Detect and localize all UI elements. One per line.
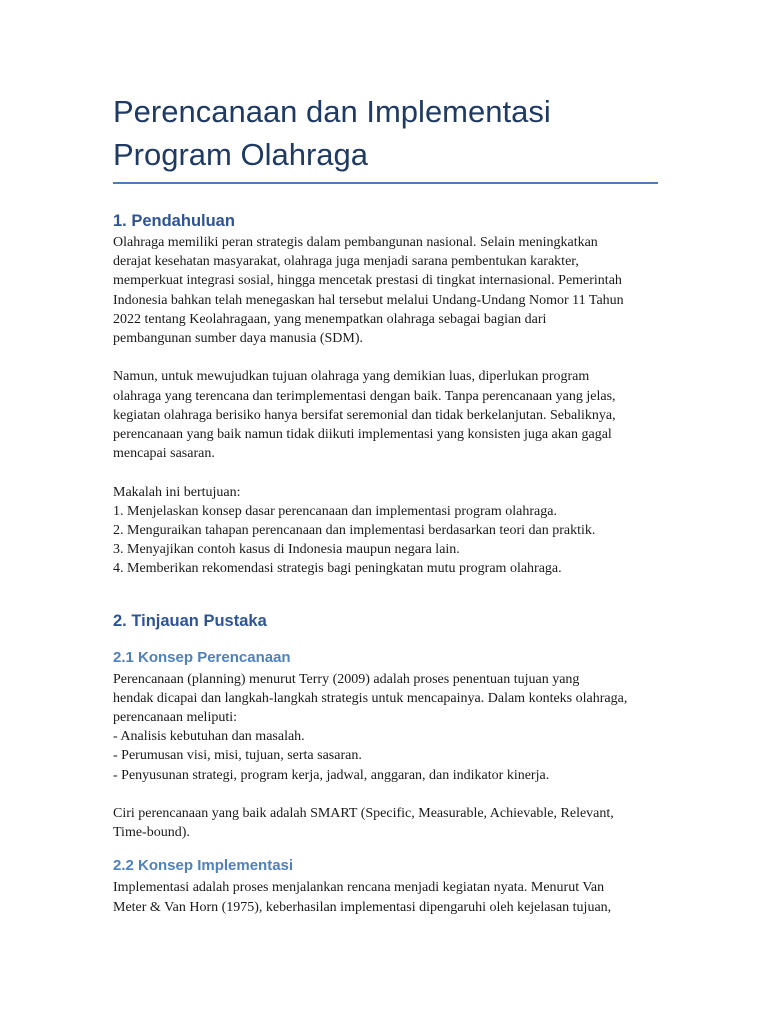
- text-line: Implementasi adalah proses menjalankan rencana menjadi kegiatan nyata. Menurut Van: [113, 880, 605, 896]
- section-heading-tinjauan-pustaka: 2. Tinjauan Pustaka: [113, 611, 267, 630]
- text-line: olahraga yang terencana dan terimplementasi dengan baik. Tanpa perencanaan yang jelas,: [113, 388, 616, 404]
- objectives-list: [113, 483, 658, 579]
- subsection-heading-konsep-perencanaan: 2.1 Konsep Perencanaan: [113, 648, 291, 666]
- title-line: Perencanaan dan Implementasi: [113, 94, 551, 129]
- text-line: mencapai sasaran.: [113, 446, 215, 462]
- document-title: [113, 90, 658, 176]
- paragraph-spacer: [113, 348, 658, 367]
- list-item: 1. Menjelaskan konsep dasar perencanaan dan implementasi program olahraga.: [113, 503, 557, 519]
- text-line: Meter & Van Horn (1975), keberhasilan implementasi dipengaruhi oleh kejelasan tujuan,: [113, 899, 612, 915]
- title-line: Program Olahraga: [113, 137, 369, 172]
- text-line: hendak dicapai dan langkah-langkah strategis untuk mencapainya. Dalam konteks olahraga,: [113, 690, 628, 706]
- list-item: 3. Menyajikan contoh kasus di Indonesia maupun negara lain.: [113, 542, 460, 558]
- paragraph-spacer: [113, 785, 658, 804]
- text-line: Ciri perencanaan yang baik adalah SMART (Specific, Measurable, Achievable, Relevant,: [113, 806, 614, 822]
- text-line: Indonesia bahkan telah menegaskan hal tersebut melalui Undang-Undang Nomor 11 Tahun: [113, 292, 624, 308]
- list-item: - Penyusunan strategi, program kerja, jadwal, anggaran, dan indikator kinerja.: [113, 767, 550, 783]
- paragraph-spacer: [113, 463, 658, 482]
- text-line: perencanaan meliputi:: [113, 710, 237, 726]
- paragraph: [113, 367, 658, 463]
- text-line: memperkuat integrasi sosial, hingga mencetak prestasi di tingkat internasional. Pemerintah: [113, 273, 622, 289]
- text-line: perencanaan yang baik namun tidak diikuti implementasi yang konsisten juga akan gagal: [113, 427, 612, 443]
- text-line: kegiatan olahraga berisiko hanya bersifat seremonial dan tidak berkelanjutan. Sebaliknya,: [113, 407, 616, 423]
- paragraph: [113, 804, 658, 842]
- list-item: - Analisis kebutuhan dan masalah.: [113, 729, 305, 745]
- text-line: Olahraga memiliki peran strategis dalam pembangunan nasional. Selain meningkatkan: [113, 235, 598, 250]
- subsection-heading-konsep-implementasi: 2.2 Konsep Implementasi: [113, 857, 294, 875]
- title-underline-rule: [113, 182, 658, 184]
- text-line: Perencanaan (planning) menurut Terry (2009) adalah proses penentuan tujuan yang: [113, 671, 580, 687]
- paragraph: [113, 670, 658, 785]
- text-line: Makalah ini bertujuan:: [113, 484, 241, 500]
- document-page: [113, 90, 658, 917]
- text-line: derajat kesehatan masyarakat, olahraga juga menjadi sarana pembentukan karakter,: [113, 254, 579, 270]
- paragraph: [113, 233, 658, 348]
- list-item: - Perumusan visi, misi, tujuan, serta sasaran.: [113, 748, 362, 764]
- list-item: 2. Menguraikan tahapan perencanaan dan implementasi berdasarkan teori dan praktik.: [113, 523, 596, 539]
- text-line: Namun, untuk mewujudkan tujuan olahraga yang demikian luas, diperlukan program: [113, 369, 590, 385]
- list-item: 4. Memberikan rekomendasi strategis bagi peningkatan mutu program olahraga.: [113, 561, 562, 577]
- text-line: Time-bound).: [113, 825, 190, 841]
- paragraph: [113, 878, 658, 916]
- text-line: pembangunan sumber daya manusia (SDM).: [113, 331, 363, 347]
- text-line: 2022 tentang Keolahragaan, yang menempatkan olahraga sebagai bagian dari: [113, 311, 547, 327]
- section-heading-pendahuluan: 1. Pendahuluan: [113, 212, 235, 230]
